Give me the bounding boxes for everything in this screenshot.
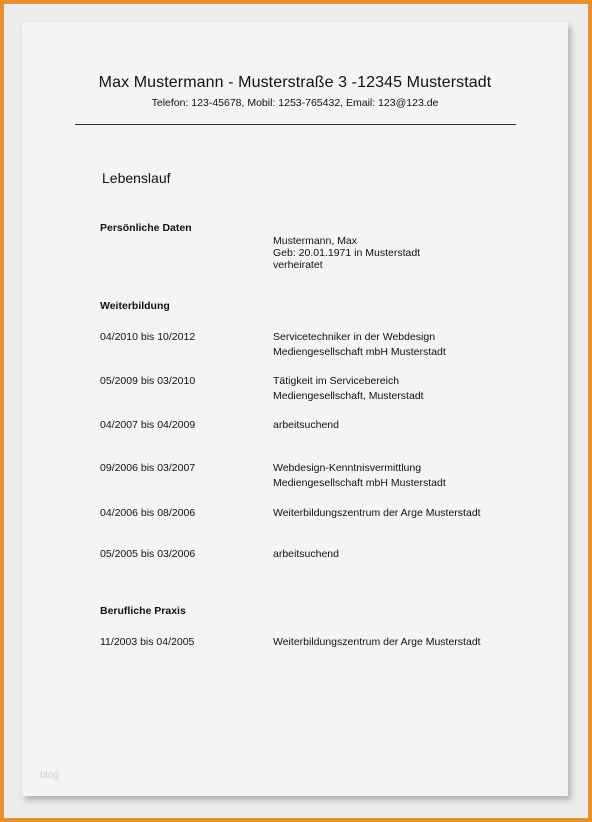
watermark: blog [40,770,59,781]
section-heading-weiterbildung: Weiterbildung [100,300,170,312]
entry-description: Servicetechniker in der Webdesign [273,331,436,343]
header-contact-info: Telefon: 123-45678, Mobil: 1253-765432, Email: 123@123.de [151,97,439,109]
section-heading-praxis: Berufliche Praxis [100,605,186,617]
personal-birth: Geb: 20.01.1971 in Musterstadt [273,247,421,259]
document-title: Lebenslauf [102,170,171,186]
entry-date: 05/2005 bis 03/2006 [100,548,196,560]
entry-description: Mediengesellschaft mbH Musterstadt [273,346,446,358]
entry-description: Mediengesellschaft, Musterstadt [273,390,424,402]
header-divider [75,124,516,125]
entry-date: 09/2006 bis 03/2007 [100,462,196,474]
entry-description: arbeitsuchend [273,548,339,560]
entry-date: 11/2003 bis 04/2005 [100,636,195,648]
entry-date: 04/2010 bis 10/2012 [100,331,196,343]
entry-description: Weiterbildungszentrum der Arge Musterstadt [273,636,481,648]
section-heading-personal: Persönliche Daten [100,222,192,234]
entry-date: 04/2007 bis 04/2009 [100,419,196,431]
entry-description: Weiterbildungszentrum der Arge Musterstadt [273,507,481,519]
entry-description: Tätigkeit im Servicebereich [273,375,400,387]
entry-date: 04/2006 bis 08/2006 [100,507,196,519]
entry-description: arbeitsuchend [273,419,339,431]
personal-marital-status: verheiratet [273,259,323,271]
document-page [22,22,568,796]
entry-date: 05/2009 bis 03/2010 [100,375,196,387]
personal-name: Mustermann, Max [273,235,358,247]
entry-description: Webdesign-Kenntnisvermittlung [273,462,422,474]
entry-description: Mediengesellschaft mbH Musterstadt [273,477,446,489]
header-name-address: Max Mustermann - Musterstraße 3 -12345 Musterstadt [98,74,492,91]
